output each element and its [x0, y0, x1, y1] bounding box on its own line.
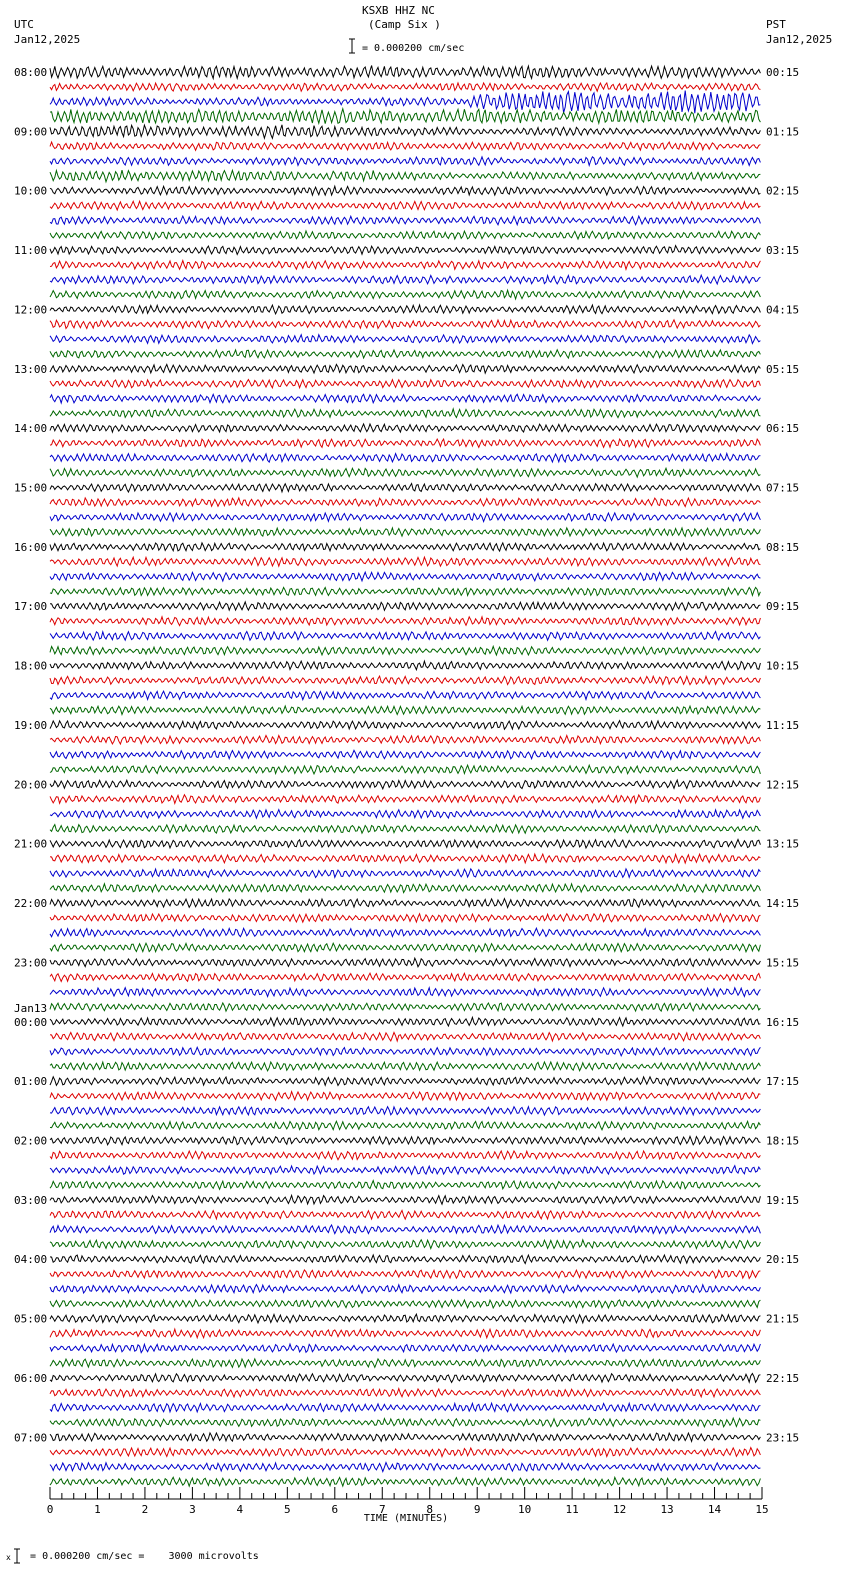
trace-line [50, 810, 760, 819]
trace-line [50, 1314, 760, 1323]
trace-line [50, 572, 760, 581]
trace-line [50, 1181, 760, 1190]
trace-line [50, 765, 760, 774]
trace-line [50, 543, 760, 551]
trace-line [50, 825, 760, 834]
x-axis-title: TIME (MINUTES) [363, 1513, 449, 1524]
trace-line [50, 587, 760, 595]
trace-line [50, 1092, 760, 1101]
trace-line [50, 1389, 760, 1397]
trace-line [50, 305, 760, 314]
trace-line [50, 409, 760, 418]
pst-hour-label: 17:15 [766, 1075, 800, 1089]
utc-hour-label: 06:00 [14, 1371, 48, 1385]
trace-line [50, 1463, 760, 1472]
trace-line [50, 468, 760, 477]
footer-scale-text: = 0.000200 cm/sec = 3000 microvolts [30, 1551, 259, 1562]
x-tick-label: 12 [612, 1503, 627, 1516]
trace-line [50, 1270, 760, 1279]
pst-hour-label: 09:15 [766, 600, 800, 614]
trace-line [50, 350, 760, 358]
trace-line [50, 1359, 760, 1367]
pst-hour-label: 00:15 [766, 66, 800, 79]
utc-hour-label: 10:00 [14, 184, 48, 198]
utc-hour-label: 04:00 [14, 1253, 48, 1267]
station-subtitle: (Camp Six ) [368, 18, 441, 31]
trace-line [50, 1403, 760, 1412]
trace-line [50, 1255, 760, 1264]
pst-hour-label: 21:15 [766, 1312, 800, 1326]
trace-line [50, 973, 760, 981]
utc-label: UTC [14, 18, 34, 31]
x-tick-label: 8 [426, 1503, 434, 1516]
x-tick-label: 6 [331, 1503, 339, 1516]
pst-hour-label: 14:15 [766, 897, 800, 911]
trace-line [50, 557, 760, 566]
trace-line [50, 736, 760, 745]
trace-line [50, 1003, 760, 1011]
svg-text:x: x [6, 1553, 11, 1562]
pst-hour-label: 04:15 [766, 303, 800, 317]
trace-line [50, 320, 760, 329]
pst-hour-label: 01:15 [766, 125, 800, 139]
trace-line [50, 869, 760, 878]
pst-hour-label: 06:15 [766, 422, 800, 436]
utc-hour-label: 20:00 [14, 778, 48, 792]
trace-line [50, 1300, 760, 1308]
pst-hour-label: 12:15 [766, 778, 800, 792]
utc-hour-label: 17:00 [14, 600, 48, 614]
trace-line [50, 691, 760, 700]
x-tick-label: 11 [565, 1503, 579, 1516]
trace-line [50, 854, 760, 863]
trace-line [50, 1077, 760, 1086]
pst-hour-label: 11:15 [766, 718, 800, 732]
pst-hour-label: 18:15 [766, 1134, 800, 1148]
x-tick-label: 4 [236, 1503, 244, 1516]
trace-line [50, 83, 760, 91]
trace-line [50, 498, 760, 507]
trace-line [50, 1344, 760, 1353]
trace-line [50, 661, 760, 670]
pst-hour-label: 15:15 [766, 956, 800, 970]
trace-line [50, 484, 760, 493]
station-title: KSXB HHZ NC [362, 4, 435, 17]
x-tick-label: 7 [378, 1503, 386, 1516]
trace-line [50, 335, 760, 344]
pst-hour-label: 08:15 [766, 540, 800, 554]
utc-hour-label: 23:00 [14, 956, 48, 970]
utc-hour-label: 09:00 [14, 125, 48, 139]
x-tick-label: 15 [755, 1503, 769, 1516]
utc-hour-label: 13:00 [14, 362, 48, 376]
trace-line [50, 424, 760, 432]
trace-line [50, 943, 760, 952]
trace-line [50, 914, 760, 922]
trace-line [50, 899, 760, 908]
trace-line [50, 1433, 760, 1441]
trace-line [50, 380, 760, 388]
utc-hour-label: 19:00 [14, 718, 48, 732]
pst-hour-label: 13:15 [766, 837, 800, 851]
trace-line [50, 91, 760, 114]
utc-hour-label: 15:00 [14, 481, 48, 495]
utc-hour-label: 12:00 [14, 303, 48, 317]
utc-hour-label: 05:00 [14, 1312, 48, 1326]
x-tick-label: 5 [284, 1503, 291, 1516]
pst-hour-label: 03:15 [766, 244, 800, 258]
trace-line [50, 676, 760, 685]
trace-line [50, 1062, 760, 1071]
trace-line [50, 1047, 760, 1056]
trace-line [50, 1225, 760, 1234]
utc-hour-label: 18:00 [14, 659, 48, 673]
trace-line [50, 1448, 760, 1457]
trace-line [50, 646, 760, 655]
trace-line [50, 1210, 760, 1219]
trace-line [50, 780, 760, 789]
utc-hour-label: 03:00 [14, 1193, 48, 1207]
pst-hour-label: 02:15 [766, 184, 800, 198]
utc-date: Jan12,2025 [14, 33, 81, 46]
x-tick-label: 10 [518, 1503, 532, 1516]
trace-line [50, 1418, 760, 1427]
trace-line [50, 602, 760, 611]
x-tick-label: 2 [141, 1503, 149, 1516]
pst-hour-label: 10:15 [766, 659, 800, 673]
trace-line [50, 364, 760, 373]
trace-line [50, 394, 760, 403]
utc-hour-label: 16:00 [14, 540, 48, 554]
trace-line [50, 186, 760, 195]
utc-hour-label: 01:00 [14, 1075, 48, 1089]
trace-line [50, 1240, 760, 1249]
pst-hour-label: 20:15 [766, 1253, 800, 1267]
utc-hour-label: 00:00 [14, 1015, 48, 1029]
trace-line [50, 454, 760, 463]
trace-line [50, 632, 760, 641]
trace-line [50, 275, 760, 284]
trace-line [50, 231, 760, 240]
trace-line [50, 66, 760, 79]
trace-line [50, 1136, 760, 1145]
trace-line [50, 1374, 760, 1383]
utc-hour-label: 21:00 [14, 837, 48, 851]
trace-line [50, 1195, 760, 1204]
trace-line [50, 1166, 760, 1175]
x-tick-label: 13 [660, 1503, 674, 1516]
utc-hour-label: 11:00 [14, 244, 48, 258]
utc-hour-label: 14:00 [14, 422, 48, 436]
trace-line [50, 142, 760, 150]
x-tick-label: 9 [473, 1503, 481, 1516]
footer-scale [6, 1548, 259, 1564]
pst-hour-label: 23:15 [766, 1431, 800, 1445]
scale-label: = 0.000200 cm/sec [362, 43, 465, 54]
pst-hour-label: 19:15 [766, 1193, 800, 1207]
date-change-label: Jan13 [14, 1001, 48, 1015]
trace-line [50, 1151, 760, 1160]
trace-line [50, 125, 760, 139]
trace-line [50, 1329, 760, 1338]
trace-line [50, 109, 760, 124]
trace-line [50, 1017, 760, 1026]
pst-label: PST [766, 18, 786, 31]
utc-hour-label: 07:00 [14, 1431, 48, 1445]
x-tick-label: 0 [46, 1503, 54, 1516]
trace-line [50, 795, 760, 804]
utc-hour-label: 22:00 [14, 897, 48, 911]
x-tick-label: 3 [189, 1503, 196, 1516]
trace-line [50, 617, 760, 626]
utc-hour-label: 08:00 [14, 66, 48, 79]
trace-line [50, 958, 760, 967]
trace-line [50, 721, 760, 730]
trace-group [50, 66, 760, 1487]
trace-line [50, 290, 760, 299]
trace-line [50, 884, 760, 893]
utc-hour-label: 02:00 [14, 1134, 48, 1148]
trace-line [50, 1032, 760, 1041]
trace-line [50, 1107, 760, 1115]
x-tick-label: 14 [707, 1503, 722, 1516]
trace-line [50, 216, 760, 225]
trace-line [50, 439, 760, 447]
pst-date: Jan12,2025 [766, 33, 833, 46]
trace-line [50, 261, 760, 270]
trace-line [50, 988, 760, 997]
trace-line [50, 201, 760, 210]
trace-line [50, 750, 760, 759]
trace-line [50, 528, 760, 536]
pst-hour-label: 22:15 [766, 1371, 800, 1385]
trace-line [50, 1121, 760, 1130]
trace-line [50, 246, 760, 255]
x-tick-label: 1 [94, 1503, 101, 1516]
footer-scale-bar-icon [6, 1548, 24, 1564]
trace-line [50, 1285, 760, 1294]
trace-line [50, 1477, 760, 1486]
trace-line [50, 157, 760, 166]
pst-hour-label: 07:15 [766, 481, 800, 495]
trace-line [50, 170, 760, 182]
trace-line [50, 706, 760, 715]
time-axis [47, 1487, 769, 1524]
trace-line [50, 928, 760, 937]
trace-line [50, 513, 760, 522]
pst-hour-label: 16:15 [766, 1015, 800, 1029]
trace-line [50, 840, 760, 849]
pst-hour-label: 05:15 [766, 362, 800, 376]
